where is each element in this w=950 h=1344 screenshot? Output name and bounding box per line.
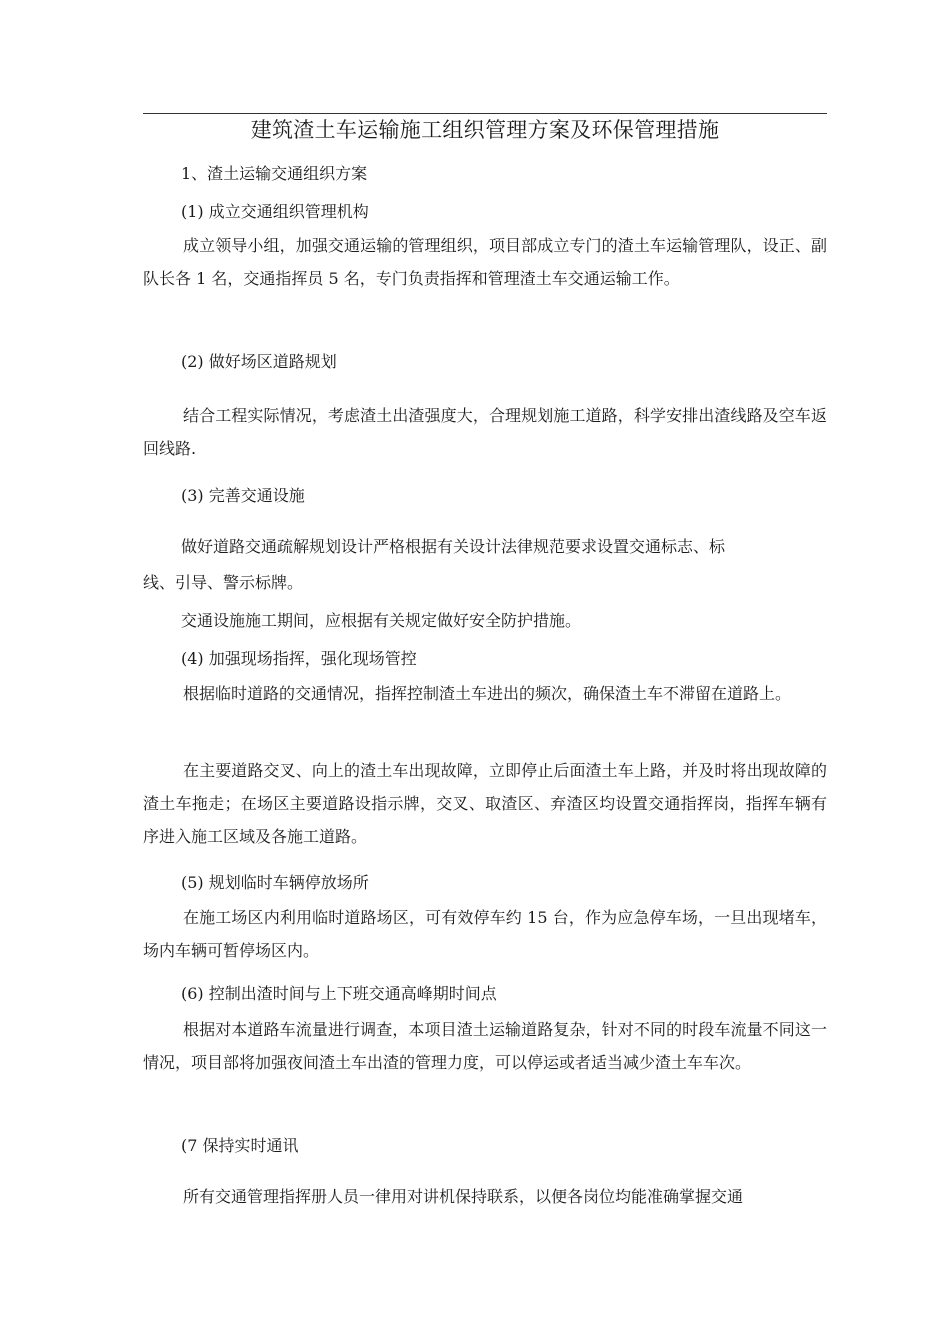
paragraph-3a-line1: 做好道路交通疏解规划设计严格根据有关设计法律规范要求设置交通标志、标: [181, 537, 726, 556]
subheading-6: (6) 控制出渣时间与上下班交通高峰期时间点: [181, 984, 497, 1003]
paragraph-1: 成立领导小组，加强交通运输的管理组织，项目部成立专门的渣土车运输管理队，设正、副队长各 1 名，交通指挥员 5 名，专门负责指挥和管理渣土车交通运输工作。: [143, 236, 827, 288]
paragraph-7: 所有交通管理指挥册人员一律用对讲机保持联系，以便各岗位均能准确掌握交通: [183, 1187, 744, 1206]
paragraph-2: 结合工程实际情况，考虑渣土出渣强度大，合理规划施工道路，科学安排出渣线路及空车返回线路.: [143, 406, 827, 458]
subheading-4: (4) 加强现场指挥，强化现场管控: [181, 649, 417, 668]
paragraph-3a-line2: 线、引导、警示标牌。: [143, 573, 304, 592]
subheading-5: (5) 规划临时车辆停放场所: [181, 873, 369, 892]
document-title: 建筑渣土车运输施工组织管理方案及环保管理措施: [250, 118, 720, 142]
subheading-7: (7 保持实时通讯: [181, 1136, 299, 1155]
paragraph-4b: 在主要道路交叉、向上的渣土车出现故障，立即停止后面渣土车上路，并及时将出现故障的渣土车拖走；在场区主要道路设指示牌，交叉、取渣区、弃渣区均设置交通指挥岗，指挥车辆有序进入施工区域及各施工道路。: [143, 761, 827, 846]
paragraph-6: 根据对本道路车流量进行调查，本项目渣土运输道路复杂，针对不同的时段车流量不同这一情况，项目部将加强夜间渣土车出渣的管理力度，可以停运或者适当减少渣土车车次。: [143, 1020, 827, 1072]
section-heading: 1、渣土运输交通组织方案: [181, 164, 368, 183]
subheading-3: (3) 完善交通设施: [181, 486, 305, 505]
paragraph-4a: 根据临时道路的交通情况，指挥控制渣土车进出的频次，确保渣土车不滞留在道路上。: [183, 684, 792, 703]
subheading-2: (2) 做好场区道路规划: [181, 352, 337, 371]
paragraph-3b: 交通设施施工期间，应根据有关规定做好安全防护措施。: [181, 611, 582, 630]
subheading-1: (1) 成立交通组织管理机构: [181, 202, 369, 221]
paragraph-5: 在施工场区内利用临时道路场区，可有效停车约 15 台，作为应急停车场，一旦出现堵车，场内车辆可暂停场区内。: [143, 908, 827, 960]
